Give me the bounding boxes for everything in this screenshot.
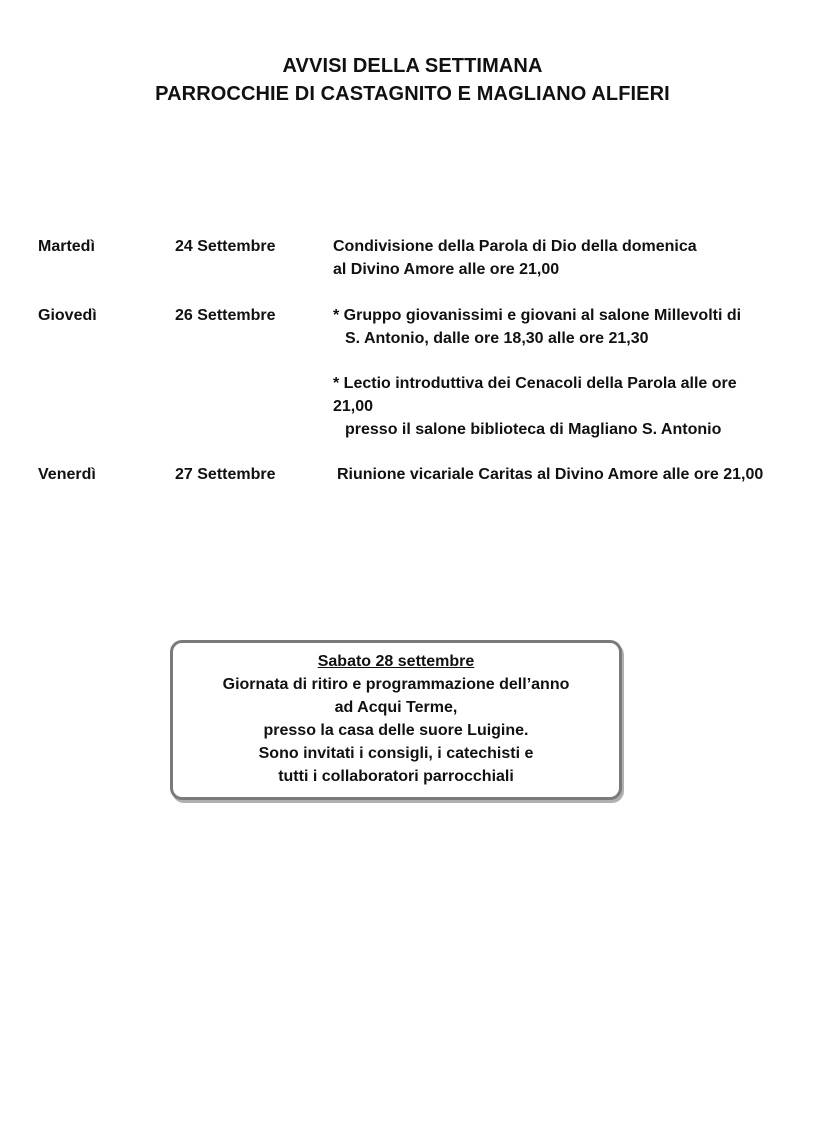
schedule-event-line: Riunione vicariale Caritas al Divino Amore alle ore 21,00 <box>337 466 764 483</box>
notice-line: ad Acqui Terme, <box>334 699 458 716</box>
schedule-event-line: Condivisione della Parola di Dio della domenica <box>333 238 697 255</box>
schedule-event-line: al Divino Amore alle ore 21,00 <box>333 261 560 278</box>
title-line-2: PARROCCHIE DI CASTAGNITO E MAGLIANO ALFIERI <box>155 83 670 105</box>
schedule-date: 26 Settembre <box>175 307 276 324</box>
notice-line: presso la casa delle suore Luigine. <box>263 722 529 739</box>
title-line-1: AVVISI DELLA SETTIMANA <box>282 55 543 77</box>
schedule-date: 27 Settembre <box>175 466 276 483</box>
schedule-date: 24 Settembre <box>175 238 276 255</box>
notice-box <box>170 640 622 800</box>
schedule-event-line: 21,00 <box>333 398 374 415</box>
schedule-day: Venerdì <box>38 466 96 483</box>
schedule-event-line: * Gruppo giovanissimi e giovani al salone Millevolti di <box>333 307 742 324</box>
schedule-event-line: presso il salone biblioteca di Magliano S. Antonio <box>345 421 722 438</box>
notice-line: Sono invitati i consigli, i catechisti e <box>258 745 534 762</box>
schedule-day: Giovedì <box>38 307 97 324</box>
schedule-event-line: S. Antonio, dalle ore 18,30 alle ore 21,30 <box>345 330 649 347</box>
schedule-event-line: * Lectio introduttiva dei Cenacoli della Parola alle ore <box>333 375 737 392</box>
schedule-day: Martedì <box>38 238 95 255</box>
notice-line: Giornata di ritiro e programmazione dell’anno <box>222 676 570 693</box>
notice-heading: Sabato 28 settembre <box>317 653 475 670</box>
notice-line: tutti i collaboratori parrocchiali <box>278 768 514 785</box>
